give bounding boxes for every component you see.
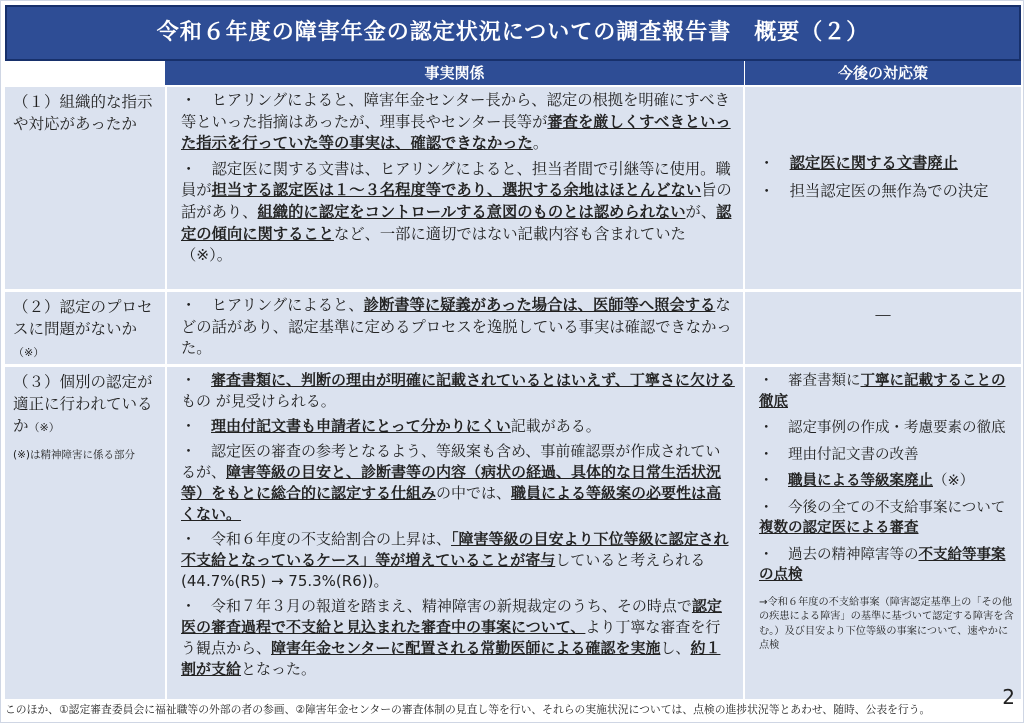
table-row: [5, 367, 1021, 699]
facts-list: [167, 292, 743, 360]
asterisk-note: (※)は精神障害に係る部分: [13, 449, 135, 461]
facts-cell: [167, 87, 745, 289]
response-item: ・ 今後の全ての不支給事案について複数の認定医による審査: [759, 499, 1006, 536]
facts-list: [167, 87, 743, 267]
response-item: ・ 審査書類に丁寧に記載することの徹底: [759, 373, 1006, 410]
fact-item: ・ 理由付記文書も申請者にとって分かりにくい記載がある。: [181, 417, 601, 435]
response-cell: [745, 87, 1021, 289]
response-cell: [745, 367, 1021, 699]
response-item: ・ 職員による等級案廃止（※）: [759, 473, 975, 489]
table-row: [5, 292, 1021, 364]
table-row: [5, 87, 1021, 289]
response-note: →令和６年度の不支給事案（障害認定基準上の「その他の疾患による障害」の基準に基づいて認定する障害を含む。）及び目安より下位等級の事案について、速やかに点検: [759, 596, 1014, 651]
response-item: ・ 担当認定医の無作為での決定: [759, 181, 989, 200]
response-item: ・ 過去の精神障害等の不支給等事案の点検: [759, 546, 1006, 583]
facts-list: [167, 367, 743, 680]
row-label: （１）組織的な指示や対応があったか: [13, 93, 153, 133]
row-label-cell: [5, 292, 167, 364]
response-list: [745, 367, 1021, 654]
fact-item: ・ ヒアリングによると、診断書等に疑義があった場合は、医師等へ照会するなどの話があり、認定基準に定めるプロセスを逸脱している事実は確認できなかった。: [181, 296, 732, 358]
fact-item: ・ 令和６年度の不支給割合の上昇は、「障害等級の目安より下位等級に認定され不支給となっているケース」等が増えていることが寄与していると考えられる(44.7%(R5) → 75.3%(R6))。: [181, 530, 729, 590]
row-label-note: （※）: [13, 346, 45, 359]
facts-cell: [167, 292, 745, 364]
page-title: 令和６年度の障害年金の認定状況についての調査報告書 概要（２）: [5, 5, 1021, 61]
row-label: （２）認定のプロセスに問題がないか（※）: [13, 298, 153, 359]
row-label-cell: [5, 87, 167, 289]
response-none: －: [873, 304, 893, 328]
response-item: ・ 理由付記文書の改善: [759, 446, 919, 463]
fact-item: ・ 認定医の審査の参考となるよう、等級案も含め、事前確認票が作成されているが、障害等級の目安と、診断書等の内容（病状の経過、具体的な日常生活状況等）をもとに総合的に認定する仕組みの中では、職員による等級案の必要性は高くない。: [181, 442, 722, 523]
response-item: ・ 認定事例の作成・考慮要素の徹底: [759, 420, 1006, 436]
fact-item: ・ 認定医に関する文書は、ヒアリングによると、担当者間で引継等に使用。職員が担当する認定医は１～３名程度等であり、選択する余地はほとんどない旨の話があり、組織的に認定をコントロールする意図のものとは認められないが、認定の傾向に関することなど、一部に適切ではない記載内容も含まれていた（※）。: [181, 159, 732, 265]
response-cell: [745, 292, 1021, 364]
footer-note: このほか、①認定審査委員会に福祉職等の外部の者の参画、②障害年金センターの審査体制の見直し等を行い、それらの実施状況については、点検の進捗状況等とあわせ、随時、公表を行う。: [5, 703, 931, 716]
response-list: [745, 87, 1021, 202]
response-item: ・ 認定医に関する文書廃止: [759, 154, 958, 172]
fact-item: ・ 令和７年３月の報道を踏まえ、精神障害の新規裁定のうち、その時点で認定医の審査過程で不支給と見込まれた審査中の事案について、より丁寧な審査を行う観点から、障害年金センターに配置される常勤医師による確認を実施し、約１割が支給となった。: [181, 597, 722, 678]
header-response: 今後の対応策: [745, 61, 1021, 85]
header-facts: 事実関係: [165, 61, 745, 85]
fact-item: ・ ヒアリングによると、障害年金センター長から、認定の根拠を明確にすべき等といった指摘はあったが、理事長やセンター長等が審査を厳しくすべきといった指示を行っていた等の事実は、確認できなかった。: [181, 91, 731, 153]
row-label: （３）個別の認定が適正に行われているか（※）: [13, 373, 153, 435]
row-label-cell: [5, 367, 167, 699]
row-label-note: （※）: [28, 421, 60, 434]
page-number: 2: [1002, 685, 1015, 709]
fact-item: ・ 審査書類に、判断の理由が明確に記載されているとはいえず、丁寧さに欠けるもの が見受けられる。: [181, 371, 735, 410]
facts-cell: [167, 367, 745, 699]
